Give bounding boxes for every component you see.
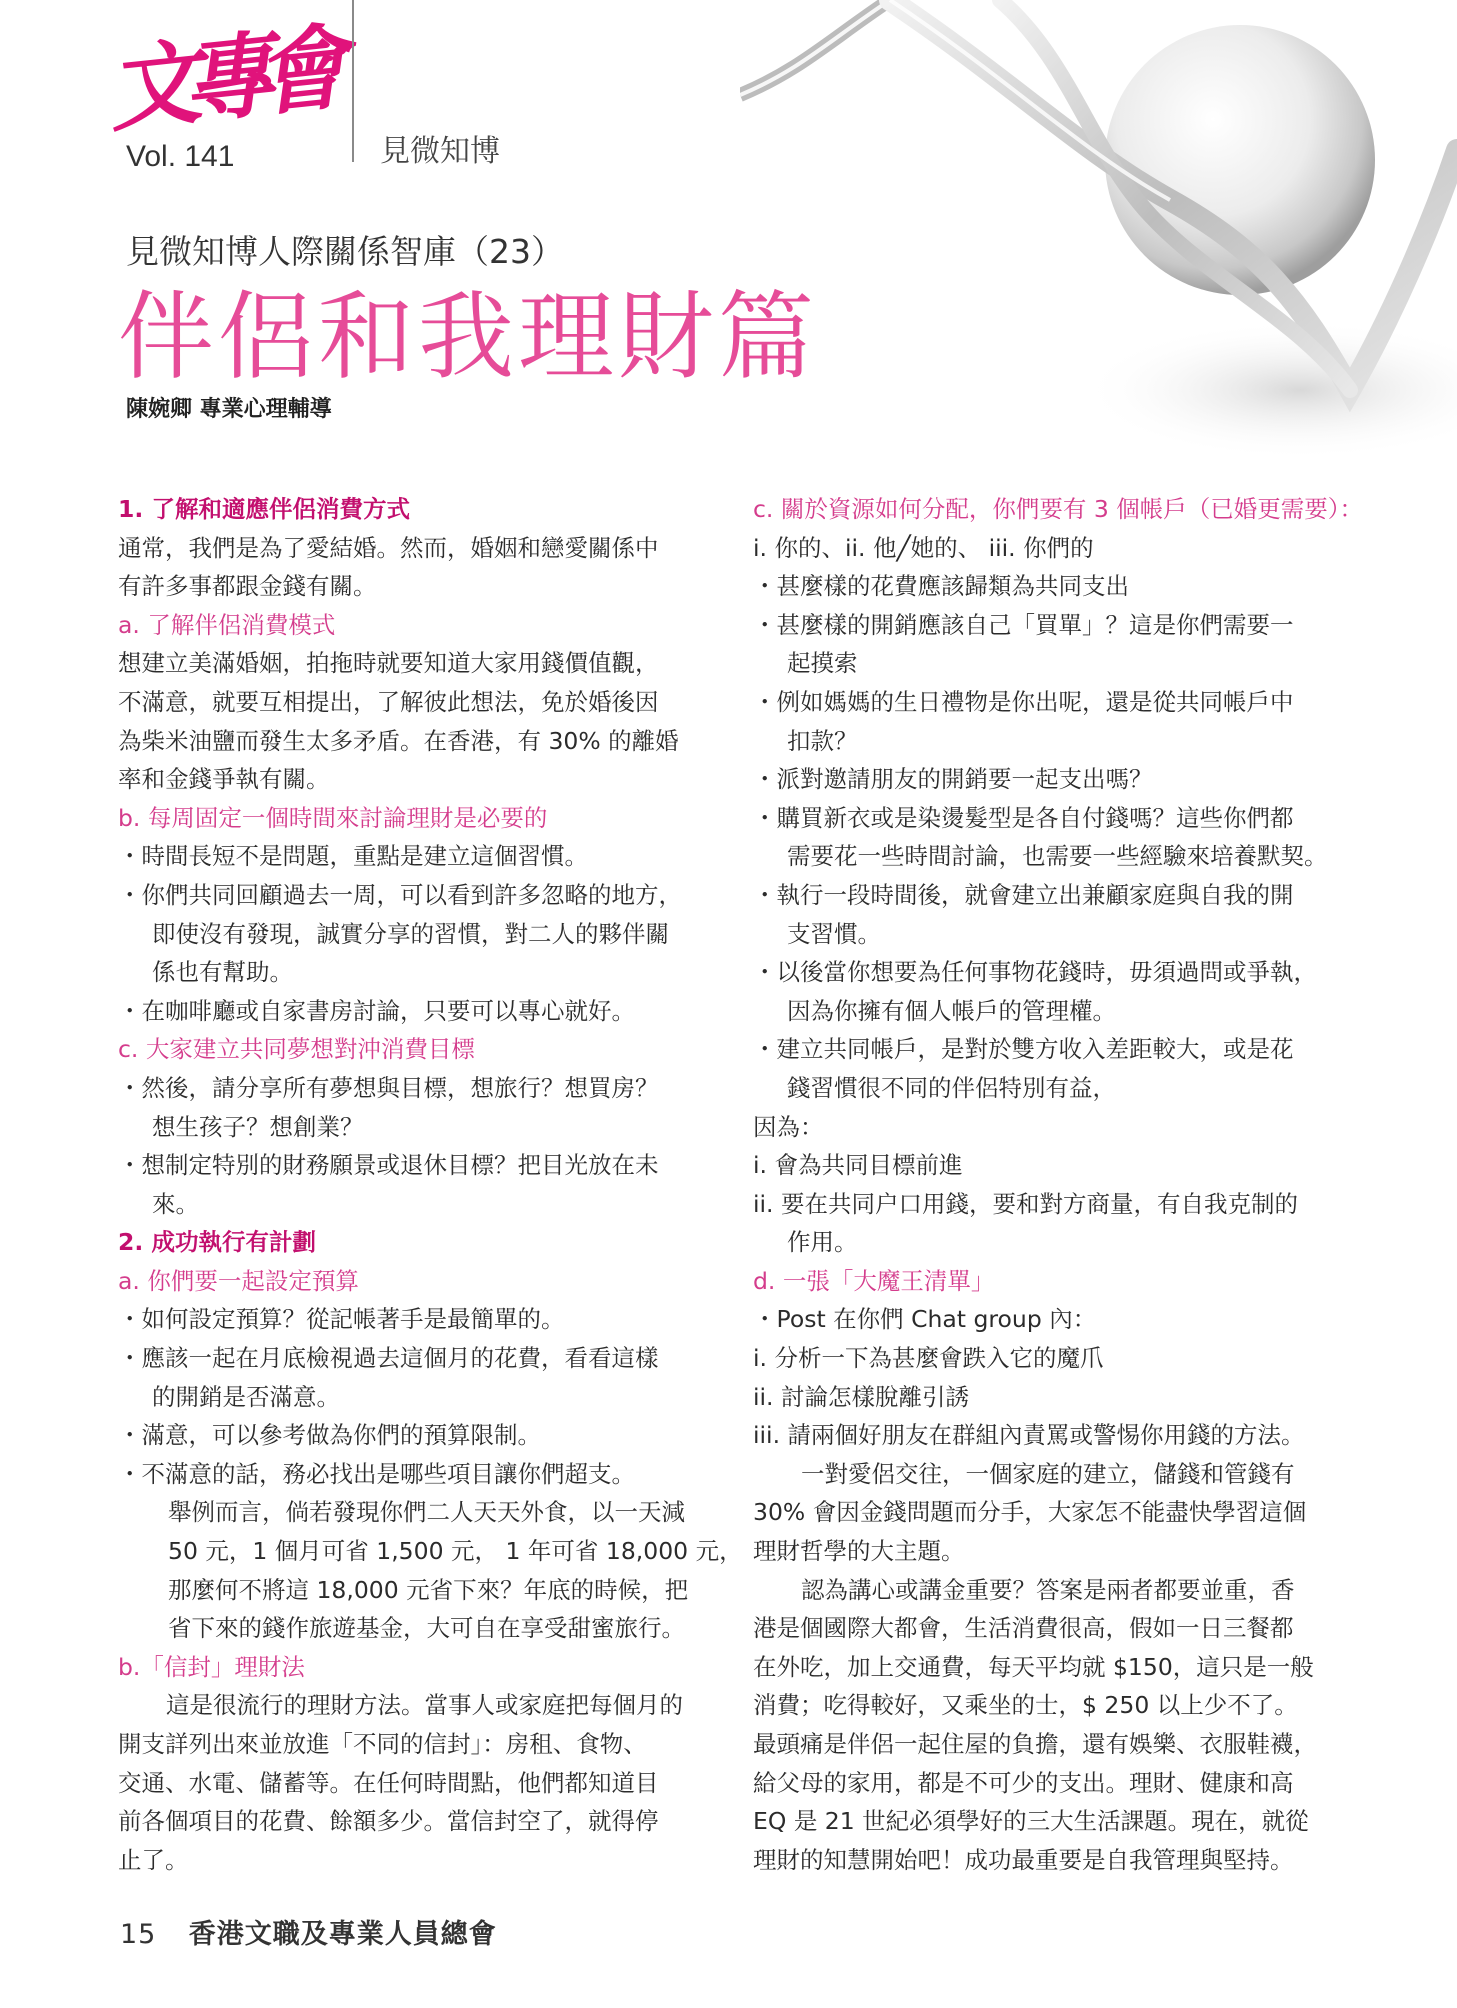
text-line: ii. 討論怎樣脫離引誘	[753, 1382, 969, 1411]
text-line: 前各個項目的花費、餘額多少。當信封空了，就得停	[118, 1807, 659, 1836]
text-line: 即使沒有發現，誠實分享的習慣，對二人的夥伴關	[152, 919, 669, 948]
text-line: i. 分析一下為甚麼會跌入它的魔爪	[753, 1344, 1104, 1373]
subsection-heading: c. 關於資源如何分配，你們要有 3 個帳戶（已婚更需要）：	[753, 495, 1364, 523]
text-line: 在外吃，加上交通費，每天平均就 $150，這只是一般	[753, 1652, 1314, 1681]
text-line: EQ 是 21 世紀必須學好的三大生活課題。現在，就從	[753, 1807, 1309, 1836]
text-line: 這是很流行的理財方法。當事人或家庭把每個月的	[166, 1691, 683, 1720]
organization-name: 香港文職及專業人員總會	[188, 1919, 497, 1950]
text-line: 消費；吃得較好，又乘坐的士，$ 250 以上少不了。	[753, 1691, 1298, 1720]
page-number: 15	[120, 1919, 157, 1950]
section-heading: 1. 了解和適應伴侶消費方式	[118, 495, 410, 523]
section-name: 見微知博	[380, 134, 500, 169]
series-subtitle: 見微知博人際關係智庫（23）	[126, 232, 564, 271]
article-title: 伴侶和我理財篇	[118, 281, 818, 393]
page-footer	[120, 1912, 497, 1951]
subsection-heading: a. 你們要一起設定預算	[118, 1266, 359, 1295]
text-line: ・應該一起在月底檢視過去這個月的花費，看看這樣	[118, 1344, 659, 1373]
text-line: iii. 請兩個好朋友在群組內責罵或警惕你用錢的方法。	[753, 1421, 1305, 1450]
text-line: 想生孩子？想創業？	[152, 1112, 364, 1141]
text-line: 起摸索	[787, 649, 858, 678]
right-column	[753, 490, 1364, 1879]
subsection-heading: b.「信封」理財法	[118, 1652, 305, 1681]
text-line: 率和金錢爭執有關。	[118, 765, 330, 794]
text-line: 因為你擁有個人帳戶的管理權。	[787, 996, 1116, 1025]
subsection-heading: a. 了解伴侶消費模式	[118, 610, 336, 639]
text-line: 認為講心或講金重要？答案是兩者都要並重，香	[801, 1575, 1295, 1604]
text-line: 交通、水電、儲蓄等。在任何時間點，他們都知道目	[118, 1768, 659, 1797]
text-line: 支習慣。	[787, 919, 881, 948]
magazine-logo: 文專會	[103, 14, 336, 145]
text-line: 理財的知慧開始吧！成功最重要是自我管理與堅持。	[753, 1845, 1294, 1874]
text-line: 因為：	[753, 1112, 824, 1141]
text-line: ・以後當你想要為任何事物花錢時，毋須過問或爭執，	[753, 958, 1317, 987]
volume-number: Vol. 141	[126, 140, 235, 173]
text-line: 係也有幫助。	[152, 958, 293, 987]
text-line: 想建立美滿婚姻，拍拖時就要知道大家用錢價值觀，	[118, 649, 659, 678]
text-line: 有許多事都跟金錢有關。	[118, 572, 377, 601]
text-line: ・在咖啡廳或自家書房討論，只要可以專心就好。	[118, 996, 635, 1025]
text-line: ・甚麼樣的花費應該歸類為共同支出	[753, 572, 1129, 601]
left-column	[118, 490, 743, 1879]
text-line: 港是個國際大都會，生活消費很高，假如一日三餐都	[753, 1614, 1294, 1643]
text-line: 不滿意，就要互相提出，了解彼此想法，免於婚後因	[118, 687, 659, 716]
text-line: 止了。	[118, 1845, 189, 1874]
text-line: 給父母的家用，都是不可少的支出。理財、健康和高	[753, 1768, 1294, 1797]
text-line: ・然後，請分享所有夢想與目標，想旅行？想買房？	[118, 1073, 659, 1102]
text-line: 錢習慣很不同的伴侶特別有益，	[787, 1073, 1116, 1102]
text-line: ・執行一段時間後，就會建立出兼顧家庭與自我的開	[753, 880, 1294, 909]
text-line: ・Post 在你們 Chat group 內：	[753, 1305, 1097, 1334]
text-line: ・購買新衣或是染燙髮型是各自付錢嗎？這些你們都	[753, 803, 1294, 832]
author-byline: 陳婉卿 專業心理輔導	[126, 397, 332, 422]
text-line: 扣款？	[787, 726, 858, 755]
text-line: ・建立共同帳戶，是對於雙方收入差距較大，或是花	[753, 1035, 1294, 1064]
text-line: 30% 會因金錢問題而分手，大家怎不能盡快學習這個	[753, 1498, 1307, 1527]
text-line: 省下來的錢作旅遊基金，大可自在享受甜蜜旅行。	[168, 1614, 685, 1643]
subsection-heading: d. 一張「大魔王清單」	[753, 1266, 995, 1295]
text-line: 的開銷是否滿意。	[152, 1382, 340, 1411]
heart-pendant-illustration	[740, 0, 1457, 470]
subsection-heading: b. 每周固定一個時間來討論理財是必要的	[118, 803, 548, 832]
text-line: i. 會為共同目標前進	[753, 1151, 963, 1180]
text-line: 為柴米油鹽而發生太多矛盾。在香港，有 30% 的離婚	[118, 726, 679, 755]
text-line: 那麼何不將這 18,000 元省下來？年底的時候，把	[168, 1575, 689, 1604]
text-line: ・滿意，可以參考做為你們的預算限制。	[118, 1421, 541, 1450]
text-line: ・不滿意的話，務必找出是哪些項目讓你們超支。	[118, 1459, 635, 1488]
text-line: 50 元，1 個月可省 1,500 元， 1 年可省 18,000 元，	[168, 1537, 743, 1566]
subsection-heading: c. 大家建立共同夢想對沖消費目標	[118, 1035, 475, 1064]
text-line: ・時間長短不是問題，重點是建立這個習慣。	[118, 842, 588, 871]
text-line: ・想制定特別的財務願景或退休目標？把目光放在未	[118, 1151, 659, 1180]
text-line: 需要花一些時間討論，也需要一些經驗來培養默契。	[787, 842, 1328, 871]
text-line: 一對愛侶交往，一個家庭的建立，儲錢和管錢有	[801, 1459, 1295, 1488]
text-line: ii. 要在共同户口用錢，要和對方商量，有自我克制的	[753, 1189, 1298, 1218]
text-line: ・如何設定預算？從記帳著手是最簡單的。	[118, 1305, 565, 1334]
text-line: 開支詳列出來並放進「不同的信封」：房租、食物、	[118, 1730, 647, 1758]
text-line: ・甚麼樣的開銷應該自己「買單」？這是你們需要一	[753, 610, 1294, 639]
text-line: ・例如媽媽的生日禮物是你出呢，還是從共同帳戶中	[753, 687, 1294, 716]
text-line: i. 你的、ii. 他╱她的、 iii. 你們的	[753, 533, 1094, 562]
text-line: 通常，我們是為了愛結婚。然而，婚姻和戀愛關係中	[118, 533, 659, 562]
text-line: 最頭痛是伴侶一起住屋的負擔，還有娛樂、衣服鞋襪，	[753, 1730, 1317, 1758]
header-divider	[352, 0, 354, 162]
text-line: 理財哲學的大主題。	[753, 1537, 965, 1566]
section-heading: 2. 成功執行有計劃	[118, 1228, 316, 1257]
text-line: ・你們共同回顧過去一周，可以看到許多忽略的地方，	[118, 880, 682, 909]
text-line: 來。	[152, 1189, 199, 1218]
text-line: 舉例而言，倘若發現你們二人天天外食，以一天減	[168, 1498, 685, 1527]
text-line: 作用。	[787, 1228, 858, 1257]
text-line: ・派對邀請朋友的開銷要一起支出嗎？	[753, 765, 1153, 794]
